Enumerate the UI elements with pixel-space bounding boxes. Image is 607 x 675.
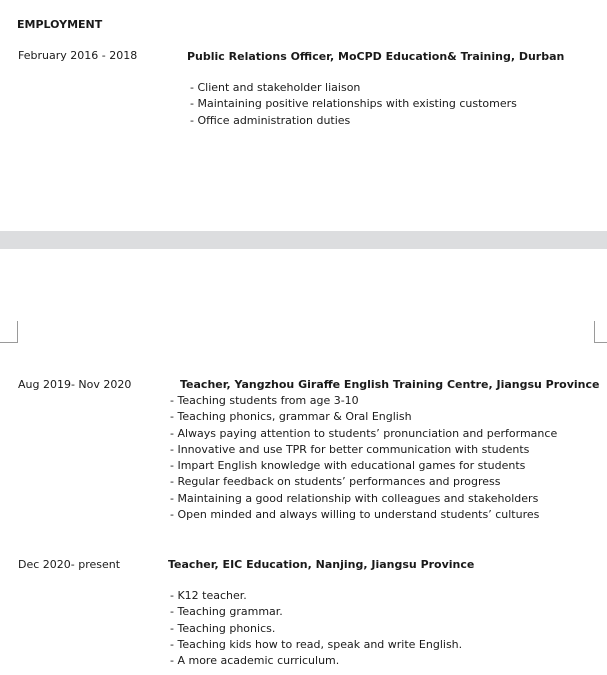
job-2-duty: - Maintaining a good relationship with colleagues and stakeholders xyxy=(170,491,557,507)
job-3-duty: - Teaching kids how to read, speak and write English. xyxy=(170,637,462,653)
margin-crop-mark-right xyxy=(594,321,595,343)
job-3-duty: - A more academic curriculum. xyxy=(170,653,462,669)
job-2-duty: - Innovative and use TPR for better communication with students xyxy=(170,442,557,458)
job-2-duty: - Teaching phonics, grammar & Oral English xyxy=(170,409,557,425)
job-2-title: Teacher, Yangzhou Giraffe English Training Centre, Jiangsu Province xyxy=(180,378,600,391)
job-1-duties xyxy=(190,80,517,129)
job-3-title: Teacher, EIC Education, Nanjing, Jiangsu Province xyxy=(168,558,475,571)
job-2-duty: - Teaching students from age 3-10 xyxy=(170,393,557,409)
page-break-gap xyxy=(0,231,607,249)
job-1-title: Public Relations Officer, MoCPD Education& Training, Durban xyxy=(187,50,565,63)
job-3-duty: - Teaching grammar. xyxy=(170,604,462,620)
job-2-duty: - Impart English knowledge with educational games for students xyxy=(170,458,557,474)
job-2-duty: - Open minded and always willing to understand students’ cultures xyxy=(170,507,557,523)
job-3-dates: Dec 2020- present xyxy=(18,558,121,571)
job-2-duty: - Regular feedback on students’ performances and progress xyxy=(170,474,557,490)
job-1-dates: February 2016 - 2018 xyxy=(18,49,138,62)
job-3-duty: - Teaching phonics. xyxy=(170,621,462,637)
job-2-duties xyxy=(170,393,557,523)
document-page-2 xyxy=(0,249,607,675)
margin-crop-mark-left xyxy=(17,321,18,343)
job-2-dates: Aug 2019- Nov 2020 xyxy=(18,378,132,391)
job-1-duty: - Office administration duties xyxy=(190,113,517,129)
document-page-1 xyxy=(0,0,607,231)
job-3-duty: - K12 teacher. xyxy=(170,588,462,604)
job-1-duty: - Client and stakeholder liaison xyxy=(190,80,517,96)
section-heading-employment: EMPLOYMENT xyxy=(17,18,103,31)
job-1-duty: - Maintaining positive relationships with existing customers xyxy=(190,96,517,112)
job-2-duty: - Always paying attention to students’ pronunciation and performance xyxy=(170,426,557,442)
job-3-duties xyxy=(170,588,462,669)
